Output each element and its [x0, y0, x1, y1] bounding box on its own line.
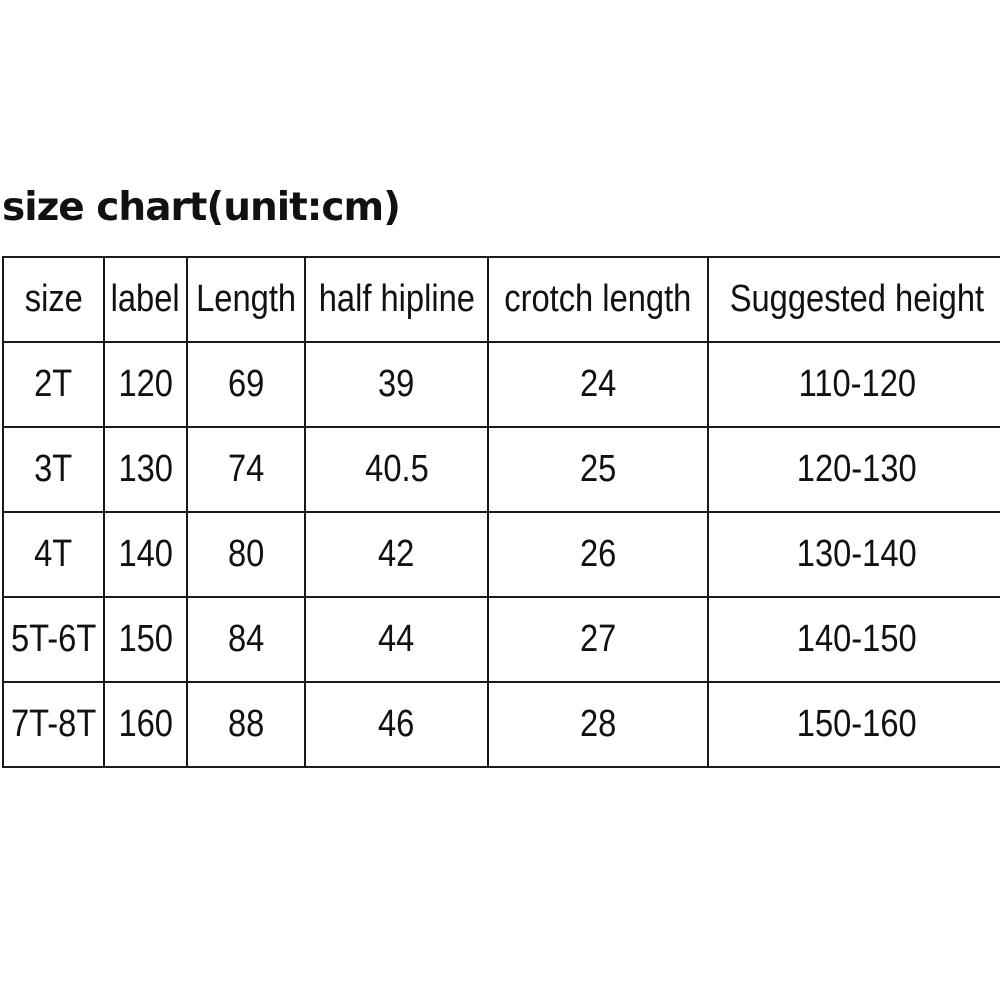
cell-half-hipline: 40.5	[305, 427, 489, 512]
header-suggested-height: Suggested height	[708, 257, 1000, 342]
cell-suggested-height: 130-140	[708, 512, 1000, 597]
cell-suggested-height: 120-130	[708, 427, 1000, 512]
cell-length: 74	[187, 427, 305, 512]
cell-crotch-length: 26	[488, 512, 708, 597]
cell-size: 3T	[3, 427, 104, 512]
cell-label: 120	[104, 342, 186, 427]
cell-size: 4T	[3, 512, 104, 597]
table-header-row	[3, 257, 1000, 342]
cell-length: 88	[187, 682, 305, 767]
table-row	[3, 512, 1000, 597]
cell-label: 150	[104, 597, 186, 682]
cell-size: 5T-6T	[3, 597, 104, 682]
size-chart-table	[2, 256, 1000, 768]
cell-half-hipline: 44	[305, 597, 489, 682]
cell-label: 140	[104, 512, 186, 597]
table-row	[3, 682, 1000, 767]
table-row	[3, 597, 1000, 682]
cell-size: 2T	[3, 342, 104, 427]
cell-suggested-height: 140-150	[708, 597, 1000, 682]
cell-crotch-length: 25	[488, 427, 708, 512]
header-length: Length	[187, 257, 305, 342]
cell-label: 160	[104, 682, 186, 767]
cell-half-hipline: 42	[305, 512, 489, 597]
table-row	[3, 342, 1000, 427]
cell-crotch-length: 28	[488, 682, 708, 767]
header-size: size	[3, 257, 104, 342]
header-half-hipline: half hipline	[305, 257, 489, 342]
cell-half-hipline: 46	[305, 682, 489, 767]
cell-label: 130	[104, 427, 186, 512]
table-row	[3, 427, 1000, 512]
cell-length: 80	[187, 512, 305, 597]
header-crotch-length: crotch length	[488, 257, 708, 342]
cell-half-hipline: 39	[305, 342, 489, 427]
cell-suggested-height: 150-160	[708, 682, 1000, 767]
cell-length: 84	[187, 597, 305, 682]
page-title: size chart(unit:cm)	[2, 185, 400, 230]
cell-length: 69	[187, 342, 305, 427]
cell-crotch-length: 24	[488, 342, 708, 427]
cell-size: 7T-8T	[3, 682, 104, 767]
cell-crotch-length: 27	[488, 597, 708, 682]
cell-suggested-height: 110-120	[708, 342, 1000, 427]
header-label: label	[104, 257, 186, 342]
